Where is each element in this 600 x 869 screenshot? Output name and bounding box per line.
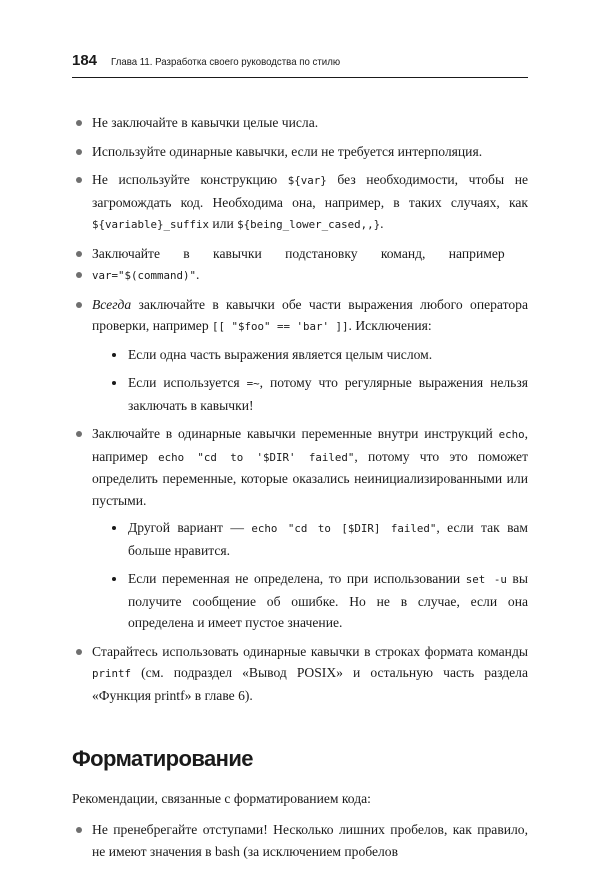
code-inline: ${variable}_suffix bbox=[92, 218, 210, 231]
list-item: Не используйте конструкцию ${var} без необходимости, чтобы не загромождать код. Необходима она, например, в таких случаях, как ${variable}_suffix или ${being_lower_cased,,}. bbox=[72, 169, 528, 236]
code-inline: [[ "$foo" == 'bar' ]] bbox=[212, 320, 349, 333]
sublist-item: Если используется =~, потому что регулярные выражения нельзя заключать в кавычки! bbox=[106, 372, 528, 416]
code-inline: set -u bbox=[465, 573, 507, 586]
exceptions-sublist bbox=[92, 344, 528, 417]
sublist-item: Другой вариант — echo "cd to [$DIR] failed", если так вам больше нравится. bbox=[106, 517, 528, 561]
running-header bbox=[72, 52, 528, 78]
quoting-rules-list bbox=[72, 112, 528, 706]
section-intro: Рекомендации, связанные с форматированием кода: bbox=[72, 790, 371, 806]
code-inline: echo "cd to [$DIR] failed" bbox=[251, 522, 437, 535]
emphasis-text: Всегда bbox=[92, 296, 132, 312]
list-item: Используйте одинарные кавычки, если не требуется интерполяция. bbox=[72, 141, 528, 163]
code-inline: echo bbox=[498, 428, 525, 441]
section-heading: Форматирование bbox=[72, 746, 253, 771]
code-inline: var="$(command)" bbox=[92, 269, 197, 282]
list-item: Всегда заключайте в кавычки обе части выражения любого оператора проверки, например [[ "$foo" == 'bar' ]]. Исключения: Если одна часть выражения является целым числом. Если используется =~, потому что регулярные выражения нельзя заключать в кавычки! bbox=[72, 294, 528, 417]
list-item: Заключайте в кавычки подстановку команд, например bbox=[72, 243, 528, 265]
code-inline: printf bbox=[92, 667, 132, 680]
page-body bbox=[72, 112, 528, 869]
list-item: Не пренебрегайте отступами! Несколько лишних пробелов, как правило, не имеют значения в bash (за исключением пробелов bbox=[72, 819, 528, 862]
code-inline: =~ bbox=[246, 377, 260, 390]
sublist-item: Если одна часть выражения является целым числом. bbox=[106, 344, 528, 366]
code-inline: ${var} bbox=[287, 174, 327, 187]
code-inline: ${being_lower_cased,,} bbox=[237, 218, 381, 231]
page-number: 184 bbox=[72, 52, 98, 69]
list-item: Заключайте в одинарные кавычки переменные внутри инструкций echo, например echo "cd to '$DIR' failed", потому что это поможет определить переменные, которые оказались неинициализированными или пустыми. Другой вариант — echo "cd to [$DIR] failed", если так вам больше нравится. Если переменная не определена, то при использовании set -u вы получите сообщение об ошибке. Но не в случае, если она определена и имеет пустое значение. bbox=[72, 423, 528, 634]
alternatives-sublist bbox=[92, 517, 528, 634]
formatting-rules-list bbox=[72, 819, 528, 862]
sublist-item: Если переменная не определена, то при использовании set -u вы получите сообщение об ошибке. Но не в случае, если она определена и имеет пустое значение. bbox=[106, 568, 528, 634]
list-item-continuation: var="$(command)". bbox=[72, 264, 528, 287]
code-inline: echo "cd to '$DIR' failed" bbox=[158, 450, 355, 464]
list-item: Не заключайте в кавычки целые числа. bbox=[72, 112, 528, 134]
list-item: Старайтесь использовать одинарные кавычки в строках формата команды printf (см. подраздел «Вывод POSIX» и остальную часть раздела «Функция printf» в главе 6). bbox=[72, 641, 528, 707]
chapter-title: Глава 11. Разработка своего руководства по стилю bbox=[111, 56, 341, 68]
